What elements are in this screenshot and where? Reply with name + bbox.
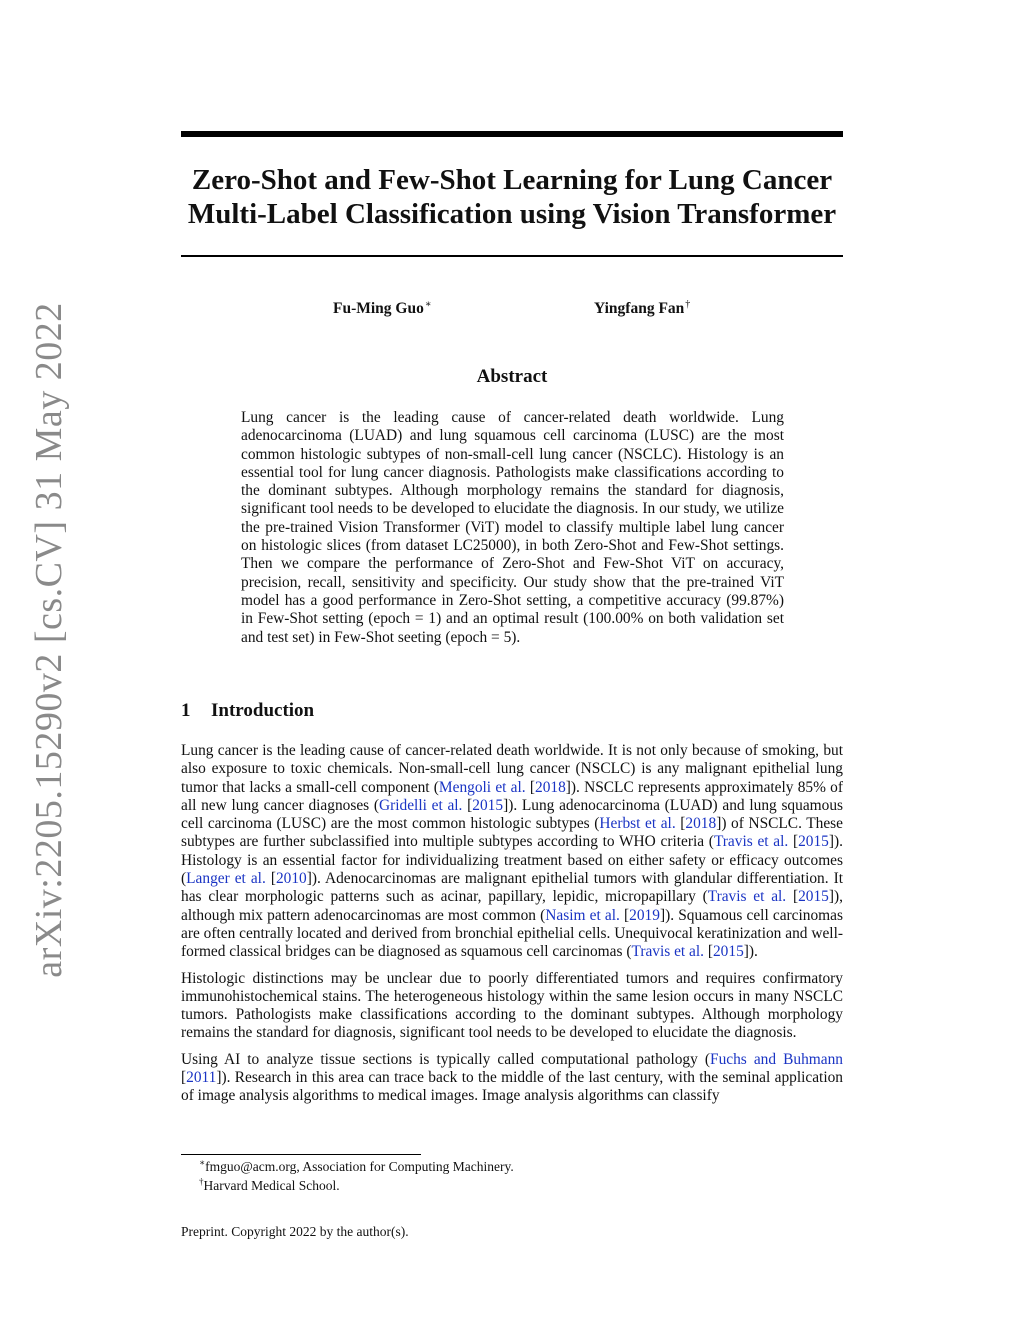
section-title: Introduction	[211, 700, 315, 721]
citation-year-link[interactable]: 2018	[685, 815, 717, 833]
preprint-note: Preprint. Copyright 2022 by the author(s).	[181, 1224, 409, 1239]
section-number: 1	[181, 700, 191, 721]
citation-link[interactable]: Fuchs and Buhmann	[710, 1050, 843, 1068]
author-2-footnote-mark: †	[685, 298, 691, 310]
footnote-1	[199, 1157, 514, 1176]
citation-link[interactable]: Gridelli et al.	[379, 796, 463, 814]
author-1-name: Fu-Ming Guo	[333, 300, 424, 317]
title-top-rule	[181, 131, 843, 137]
author-1	[333, 300, 432, 318]
paragraph-3: Using AI to analyze tissue sections is typically called computational pathology (Fuchs and Buhmann [2011]). Research in this area can trace back to the middle of the last century, with the seminal application of image analysis algorithms to medical images. Image analysis algorithms can classify	[181, 1050, 843, 1105]
citation-year-link[interactable]: 2019	[629, 906, 660, 924]
footnotes	[199, 1157, 514, 1195]
citation-link[interactable]: Langer et al.	[186, 870, 266, 888]
title-line-2: Multi-Label Classification using Vision Transformer	[187, 198, 837, 230]
citation-year-link[interactable]: 2010	[275, 870, 307, 888]
abstract-text: Lung cancer is the leading cause of cancer-related death worldwide. Lung adenocarcinoma (LUAD) and lung squamous cell carcinoma (LUSC) are the most common histologic subtypes of non-small-cell lung cancer (NSCLC). Histology is an essential tool for lung cancer diagnosis. Pathologists make classifications according to the dominant subtypes. Although morphology remains the standard for diagnosis, significant tool needs to be developed to elucidate the diagnosis. In our study, we utilize the pre-trained Vision Transformer (ViT) model to classify multiple label lung cancer on histologic slices (from dataset LC25000), in both Zero-Shot and Few-Shot settings. Then we compare the performance of Zero-Shot and Few-Shot ViT on accuracy, precision, recall, sensitivity and specificity. Our study show that the pre-trained ViT model has a good performance in Zero-Shot setting, a competitive accuracy (99.87%) in Few-Shot setting (epoch = 1) and an optimal result (100.00% on both validation set and test set) in Few-Shot seeting (epoch = 5).	[241, 409, 784, 646]
author-list	[181, 300, 843, 322]
citation-year-link[interactable]: 2015	[472, 796, 504, 814]
paper-title	[181, 163, 843, 231]
footnote-1-text: fmguo@acm.org, Association for Computing Machinery.	[205, 1159, 514, 1174]
body-text	[181, 742, 843, 1114]
citation-link[interactable]: Herbst et al.	[599, 815, 676, 833]
footnote-2-mark: †	[199, 1176, 204, 1187]
paragraph-2: Histologic distinctions may be unclear due to poorly differentiated tumors and requires confirmatory immunohistochemical stains. The heterogeneous histology within the same lesion occurs in many NSCLC tumors. Pathologists make classifications according to the dominant subtypes. Although morphology remains the standard for diagnosis, significant tool needs to be developed to elucidate the diagnosis.	[181, 969, 843, 1042]
citation-link[interactable]: Travis et al.	[707, 888, 787, 906]
citation-link[interactable]: Travis et al.	[713, 833, 789, 851]
title-line-1: Zero-Shot and Few-Shot Learning for Lung Cancer	[191, 164, 833, 196]
abstract-heading: Abstract	[476, 366, 548, 387]
footnote-divider	[181, 1154, 421, 1155]
citation-link[interactable]: Travis et al.	[631, 943, 704, 961]
footnote-2-text: Harvard Medical School.	[203, 1178, 340, 1193]
citation-year-link[interactable]: 2015	[798, 833, 829, 851]
footnote-2	[199, 1176, 514, 1195]
author-2-name: Yingfang Fan	[594, 300, 685, 317]
arxiv-identifier-stamp: arXiv:2205.15290v2 [cs.CV] 31 May 2022	[28, 302, 70, 978]
paragraph-1: Lung cancer is the leading cause of cancer-related death worldwide. It is not only because of smoking, but also exposure to toxic chemicals. Non-small-cell lung cancer (NSCLC) is any malignant epithelial lung tumor that lacks a small-cell component (Mengoli et al. [2018]). NSCLC represents approximately 85% of all new lung cancer diagnoses (Gridelli et al. [2015]). Lung adenocarcinoma (LUAD) and lung squamous cell carcinoma (LUSC) are the most common histologic subtypes (Herbst et al. [2018]) of NSCLC. These subtypes are further subclassified into multiple subtypes according to WHO criteria (Travis et al. [2015]). Histology is an essential factor for individualizing treatment based on either safety or efficacy outcomes (Langer et al. [2010]). Adenocarcinomas are malignant epithelial tumors with glandular differentiation. It has clear morphologic patterns such as acinar, papillary, lepidic, micropapillary (Travis et al. [2015]), although mix pattern adenocarcinomas are most common (Nasim et al. [2019]). Squamous cell carcinomas are often centrally located and derived from bronchial epithelial cells. Unequivocal keratinization and well-formed classical bridges can be diagnosed as squamous cell carcinomas (Travis et al. [2015]).	[181, 742, 844, 961]
citation-link[interactable]: Nasim et al.	[545, 906, 620, 924]
title-bottom-rule	[181, 255, 843, 257]
citation-year-link[interactable]: 2018	[535, 778, 566, 796]
author-2	[594, 300, 690, 318]
citation-year-link[interactable]: 2015	[712, 943, 744, 961]
citation-year-link[interactable]: 2011	[186, 1069, 217, 1087]
citation-link[interactable]: Mengoli et al.	[438, 778, 526, 796]
section-heading	[181, 700, 314, 722]
footnote-1-mark: ∗	[199, 1157, 206, 1168]
citation-year-link[interactable]: 2015	[798, 888, 829, 906]
author-1-footnote-mark: ∗	[424, 298, 432, 310]
